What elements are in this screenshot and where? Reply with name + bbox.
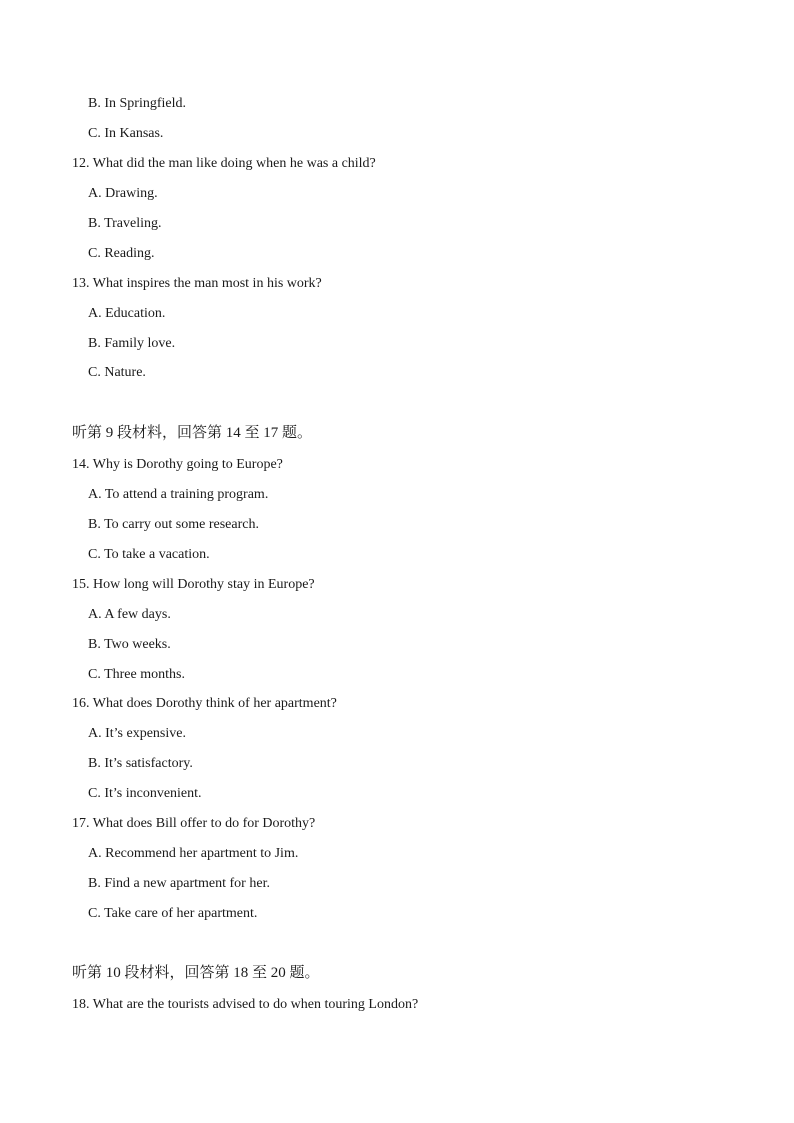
option-16c: C. It’s inconvenient.	[88, 786, 202, 801]
question-12: 12. What did the man like doing when he was a child?	[72, 156, 376, 171]
option-12b: B. Traveling.	[88, 216, 162, 231]
section-heading-9: 听第 9 段材料，回答第 14 至 17 题。	[72, 425, 313, 441]
option-15a: A. A few days.	[88, 607, 171, 622]
option-17c: C. Take care of her apartment.	[88, 906, 258, 921]
question-14: 14. Why is Dorothy going to Europe?	[72, 457, 283, 472]
question-17: 17. What does Bill offer to do for Dorothy?	[72, 816, 316, 831]
option-17a: A. Recommend her apartment to Jim.	[88, 846, 299, 861]
question-13: 13. What inspires the man most in his work?	[72, 276, 322, 291]
section-heading-10: 听第 10 段材料，回答第 18 至 20 题。	[72, 965, 320, 981]
question-18: 18. What are the tourists advised to do when touring London?	[72, 997, 419, 1012]
option-17b: B. Find a new apartment for her.	[88, 876, 270, 891]
option-13b: B. Family love.	[88, 336, 176, 351]
question-15: 15. How long will Dorothy stay in Europe?	[72, 577, 315, 592]
option-11c: C. In Kansas.	[88, 126, 164, 141]
option-13a: A. Education.	[88, 306, 166, 321]
option-15b: B. Two weeks.	[88, 637, 171, 652]
option-15c: C. Three months.	[88, 667, 185, 682]
option-13c: C. Nature.	[88, 365, 146, 380]
option-14b: B. To carry out some research.	[88, 517, 259, 532]
option-14c: C. To take a vacation.	[88, 547, 210, 562]
option-16b: B. It’s satisfactory.	[88, 756, 193, 771]
option-12a: A. Drawing.	[88, 186, 158, 201]
option-11b: B. In Springfield.	[88, 96, 186, 111]
question-16: 16. What does Dorothy think of her apartment?	[72, 696, 337, 711]
option-14a: A. To attend a training program.	[88, 487, 269, 502]
option-12c: C. Reading.	[88, 246, 155, 261]
option-16a: A. It’s expensive.	[88, 726, 186, 741]
